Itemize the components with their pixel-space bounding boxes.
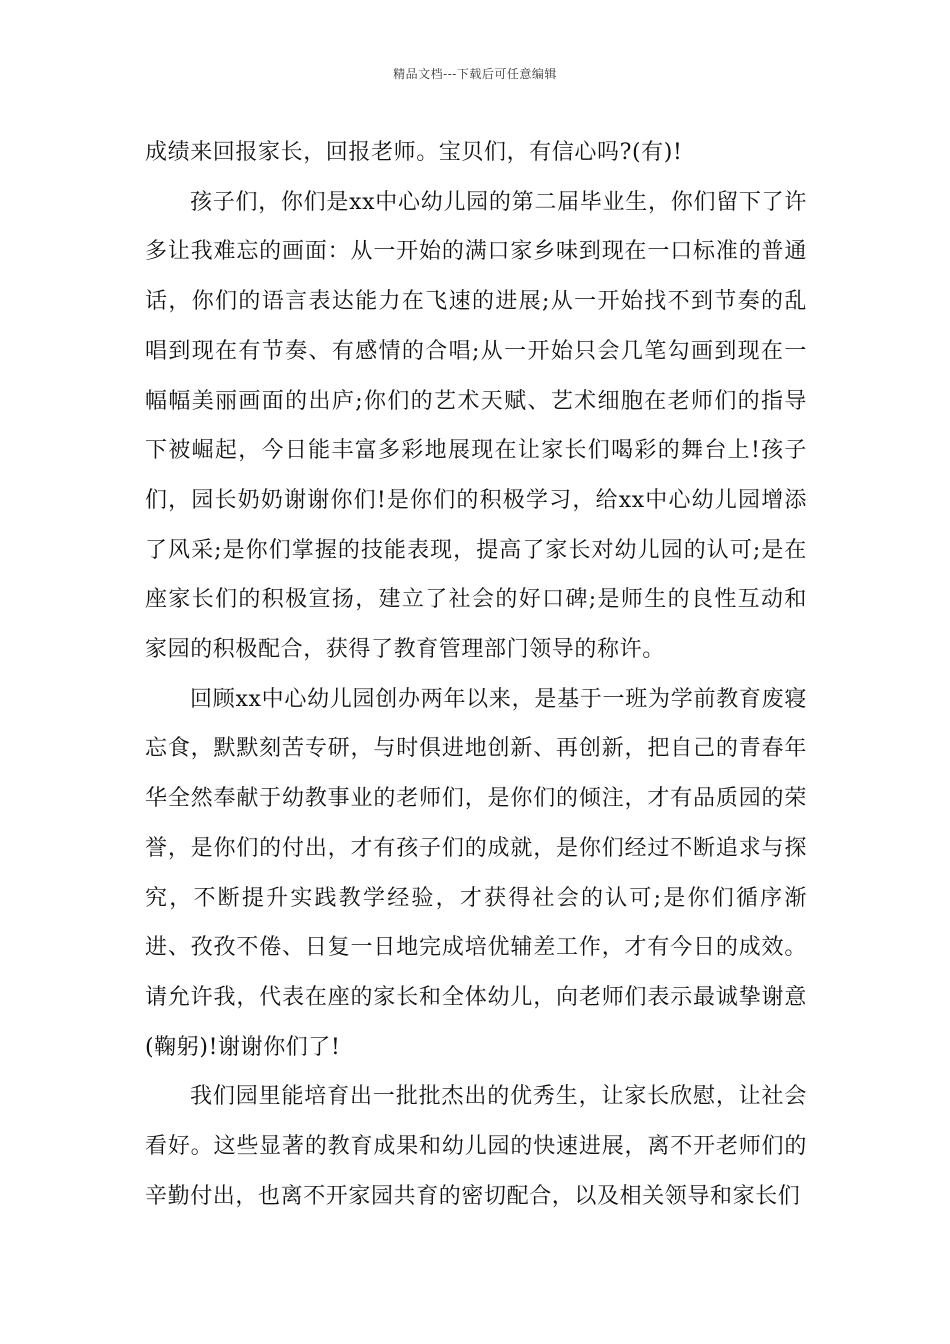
page-header: 精品文档---下载后可任意编辑 [393, 67, 557, 81]
paragraph-4: 我们园里能培育出一批批杰出的优秀生，让家长欣慰，让社会看好。这些显著的教育成果和幼儿园的快速进展，离不开老师们的辛勤付出，也离不开家园共育的密切配合，以及相关领导和家长们 [145, 1084, 807, 1209]
paragraph-2: 孩子们，你们是xx中心幼儿园的第二届毕业生，你们留下了许多让我难忘的画面：从一开始的满口家乡味到现在一口标准的普通话，你们的语言表达能力在飞速的进展;从一开始找不到节奏的乱唱到现在有节奏、有感情的合唱;从一开始只会几笔勾画到现在一幅幅美丽画面的出庐;你们的艺术天赋、艺术细胞在老师们的指导下被崛起，今日能丰富多彩地展现在让家长们喝彩的舞台上!孩子们，园长奶奶谢谢你们!是你们的积极学习，给xx中心幼儿园增添了风采;是你们掌握的技能表现，提高了家长对幼儿园的认可;是在座家长们的积极宣扬，建立了社会的好口碑;是师生的良性互动和家园的积极配合，获得了教育管理部门领导的称许。 [145, 189, 807, 663]
document-body [145, 128, 807, 1221]
paragraph-3: 回顾xx中心幼儿园创办两年以来，是基于一班为学前教育废寝忘食，默默刻苦专研，与时俱进地创新、再创新，把自己的青春年华全然奉献于幼教事业的老师们，是你们的倾注，才有品质园的荣誉，是你们的付出，才有孩子们的成就，是你们经过不断追求与探究，不断提升实践教学经验，才获得社会的认可;是你们循序渐进、孜孜不倦、日复一日地完成培优辅差工作，才有今日的成效。请允许我，代表在座的家长和全体幼儿，向老师们表示最诚挚谢意(鞠躬)!谢谢你们了! [145, 686, 807, 1060]
paragraph-1: 成绩来回报家长，回报老师。宝贝们，有信心吗?(有)! [145, 140, 683, 165]
